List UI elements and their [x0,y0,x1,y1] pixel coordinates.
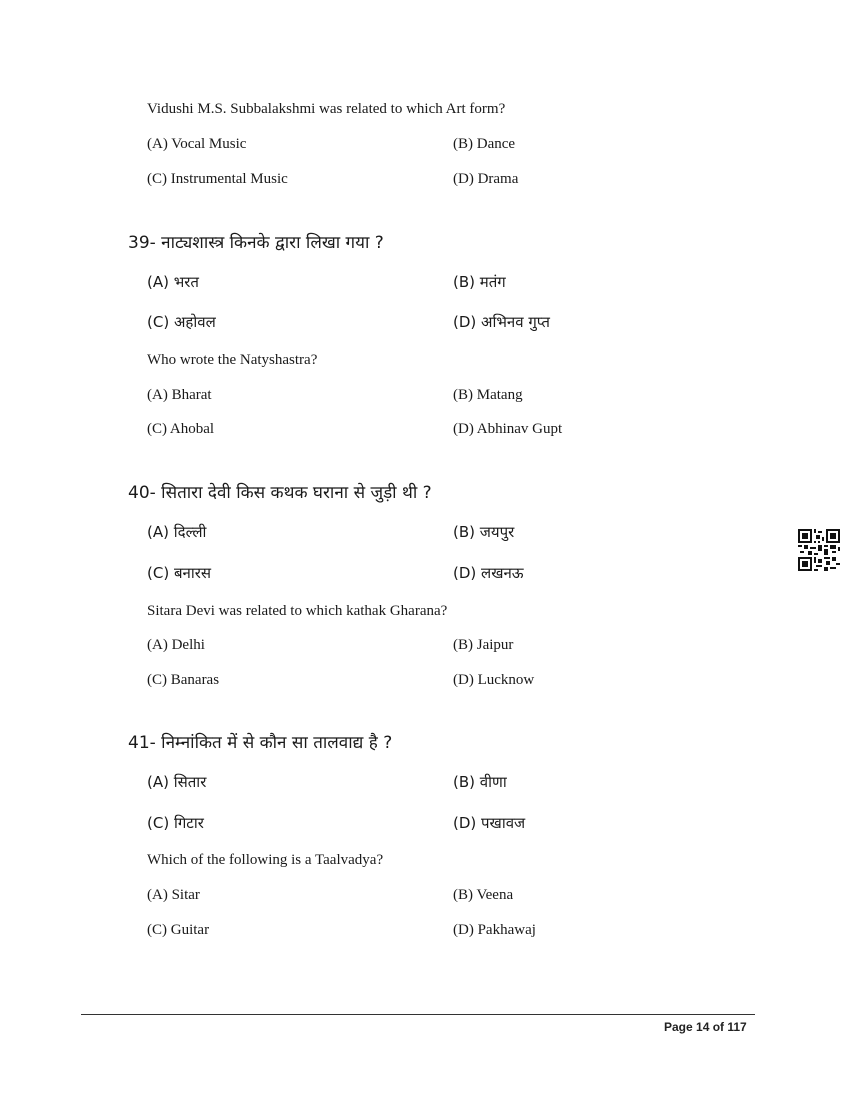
option-d: (D) Lucknow [453,672,535,688]
question-40-hi: 40- सितारा देवी किस कथक घराना से जुड़ी थी ? [128,483,432,503]
question-41-hi: 41- निम्नांकित में से कौन सा तालवाद्य है ? [128,733,393,753]
option-a: (A) Delhi [147,637,205,653]
option-c: (C) Ahobal [147,421,215,437]
question-38-en: Vidushi M.S. Subbalakshmi was related to which Art form? [147,101,506,117]
option-b: (B) Matang [453,387,523,403]
option-a: (A) Vocal Music [147,136,247,152]
option-b: (B) Jaipur [453,637,514,653]
option-d: (D) Pakhawaj [453,922,536,938]
question-41-en: Which of the following is a Taalvadya? [147,852,384,868]
option-a-hi: (A) भरत [147,273,199,291]
option-b: (B) Dance [453,136,516,152]
option-a: (A) Sitar [147,887,200,903]
option-a: (A) Bharat [147,387,212,403]
option-b-hi: (B) मतंग [453,273,506,291]
option-b-hi: (B) जयपुर [453,523,515,541]
question-39-en: Who wrote the Natyshastra? [147,352,318,368]
option-c: (C) Instrumental Music [147,171,288,187]
question-39-hi: 39- नाट्यशास्त्र किनके द्वारा लिखा गया ? [128,233,384,253]
option-d: (D) Abhinav Gupt [453,421,563,437]
option-a-hi: (A) सितार [147,773,207,791]
option-d: (D) Drama [453,171,519,187]
option-b-hi: (B) वीणा [453,773,507,791]
option-d-hi: (D) पखावज [453,814,526,832]
question-40-en: Sitara Devi was related to which kathak Gharana? [147,603,448,619]
option-c-hi: (C) बनारस [147,564,211,582]
option-d-hi: (D) अभिनव गुप्त [453,313,550,331]
page-number: Page 14 of 117 [664,1020,747,1034]
option-c: (C) Guitar [147,922,210,938]
footer-divider [81,1014,755,1015]
option-c-hi: (C) अहोवल [147,313,216,331]
option-b: (B) Veena [453,887,514,903]
option-d-hi: (D) लखनऊ [453,564,524,582]
option-a-hi: (A) दिल्ली [147,523,207,541]
option-c-hi: (C) गिटार [147,814,204,832]
option-c: (C) Banaras [147,672,220,688]
qr-code-icon [798,529,840,571]
